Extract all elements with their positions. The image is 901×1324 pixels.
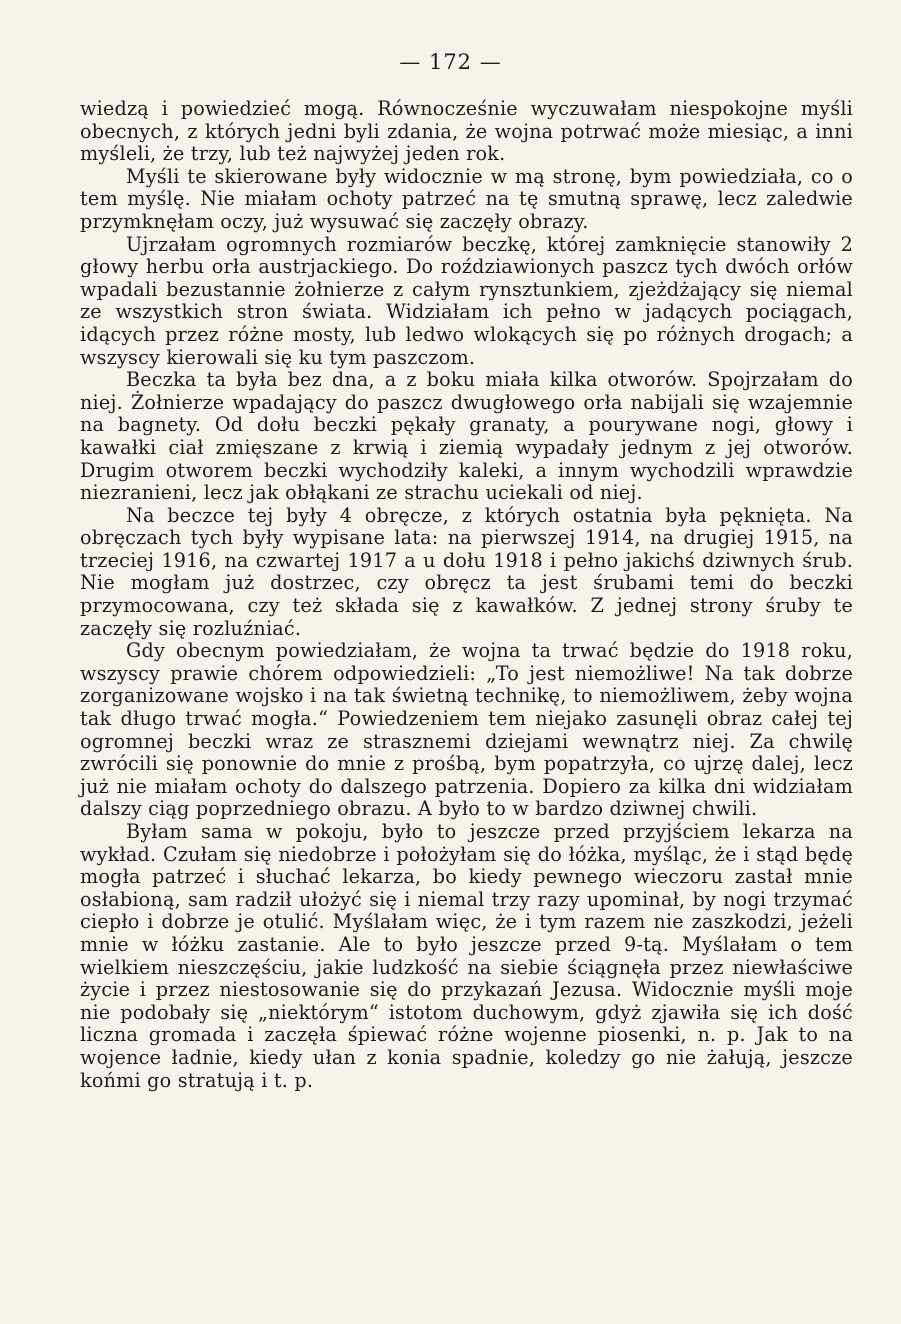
paragraph: Na beczce tej były 4 obręcze, z których ostatnia była pęknięta. Na obręczach tych były wypisane lata: na pierwszej 1914, na drugiej 1915, na trzeciej 1916, na czwartej 1917 a u dołu 1918 i pełno jakichś dziwnych śrub. Nie mogłam już dostrzec, czy obręcz ta jest śrubami temi do beczki przymocowana, czy też składa się z kawałków. Z jednej strony śruby te zaczęły się rozluźniać. — [80, 503, 853, 640]
paragraph: Byłam sama w pokoju, było to jeszcze przed przyjściem lekarza na wykład. Czułam się niedobrze i położyłam się do łóżka, myśląc, że i stąd będę mogła patrzeć i słuchać lekarza, bo kiedy pewnego wieczoru zastał mnie osłabioną, sam radził ułożyć się i niemal trzy razy upominał, by nogi trzymać ciepło i dobrze je otulić. Myślałam więc, że i tym razem nie zaszkodzi, jeżeli mnie w łóżku zastanie. Ale to było jeszcze przed 9-tą. Myślałam o tem wielkiem nieszczęściu, jakie ludzkość na siebie ściągnęła przez niewłaściwe życie i przez niestosowanie się do przykazań Jezusa. Widocznie myśli moje nie podobały się „niektórym“ istotom duchowym, gdyż zjawiła się ich dość liczna gromada i zaczęła śpiewać różne wojenne piosenki, n. p. Jak to na wojence ładnie, kiedy ułan z konia spadnie, koledzy go nie żałują, jeszcze końmi go stratują i t. p. — [80, 820, 853, 1092]
paragraph: Ujrzałam ogromnych rozmiarów beczkę, której zamknięcie stanowiły 2 głowy herbu orła austrjackiego. Do roździawionych paszcz tych dwóch orłów wpadali bezustannie żołnierze z całym rynsztunkiem, zjeżdżający się niemal ze wszystkich stron świata. Widziałam ich pełno w jadących pociągach, idących przez różne mosty, lub ledwo wlokących się po różnych drogach; a wszyscy kierowali się ku tym paszczom. — [80, 232, 853, 369]
page-number: — 172 — — [399, 50, 502, 74]
paragraph: Beczka ta była bez dna, a z boku miała kilka otworów. Spojrzałam do niej. Żołnierze wpadający do paszcz dwugłowego orła nabijali się wzajemnie na bagnety. Od dołu beczki pękały granaty, a pourywane nogi, głowy i kawałki ciał zmięszane z krwią i ziemią wypadały jednym z jej otworów. Drugim otworem beczki wychodziły kaleki, a innym wychodzili wprawdzie niezranieni, lecz jak obłąkani ze strachu uciekali od niej. — [80, 368, 853, 505]
body-text — [80, 98, 853, 1092]
paragraph: wiedzą i powiedzieć mogą. Równocześnie wyczuwałam niespokojne myśli obecnych, z których jedni byli zdania, że wojna potrwać może miesiąc, a inni myśleli, że trzy, lub też najwyżej jeden rok. — [80, 97, 853, 166]
paragraph: Myśli te skierowane były widocznie w mą stronę, bym powiedziała, co o tem myślę. Nie miałam ochoty patrzeć na tę smutną sprawę, lecz zaledwie przymknęłam oczy, już wysuwać się zaczęły obrazy. — [80, 164, 853, 233]
paragraph: Gdy obecnym powiedziałam, że wojna ta trwać będzie do 1918 roku, wszyscy prawie chórem odpowiedzieli: „To jest niemożliwe! Na tak dobrze zorganizowane wojsko i na tak świetną technikę, to niemożliwem, żeby wojna tak długo trwać mogła.“ Powiedzeniem tem niejako zasunęli obraz całej tej ogromnej beczki wraz ze strasznemi dziejami wewnątrz niej. Za chwilę zwrócili się ponownie do mnie z prośbą, bym popatrzyła, co ujrzę dalej, lecz już nie miałam ochoty do dalszego patrzenia. Dopiero za kilka dni widziałam dalszy ciąg poprzedniego obrazu. A było to w bardzo dziwnej chwili. — [80, 639, 853, 821]
